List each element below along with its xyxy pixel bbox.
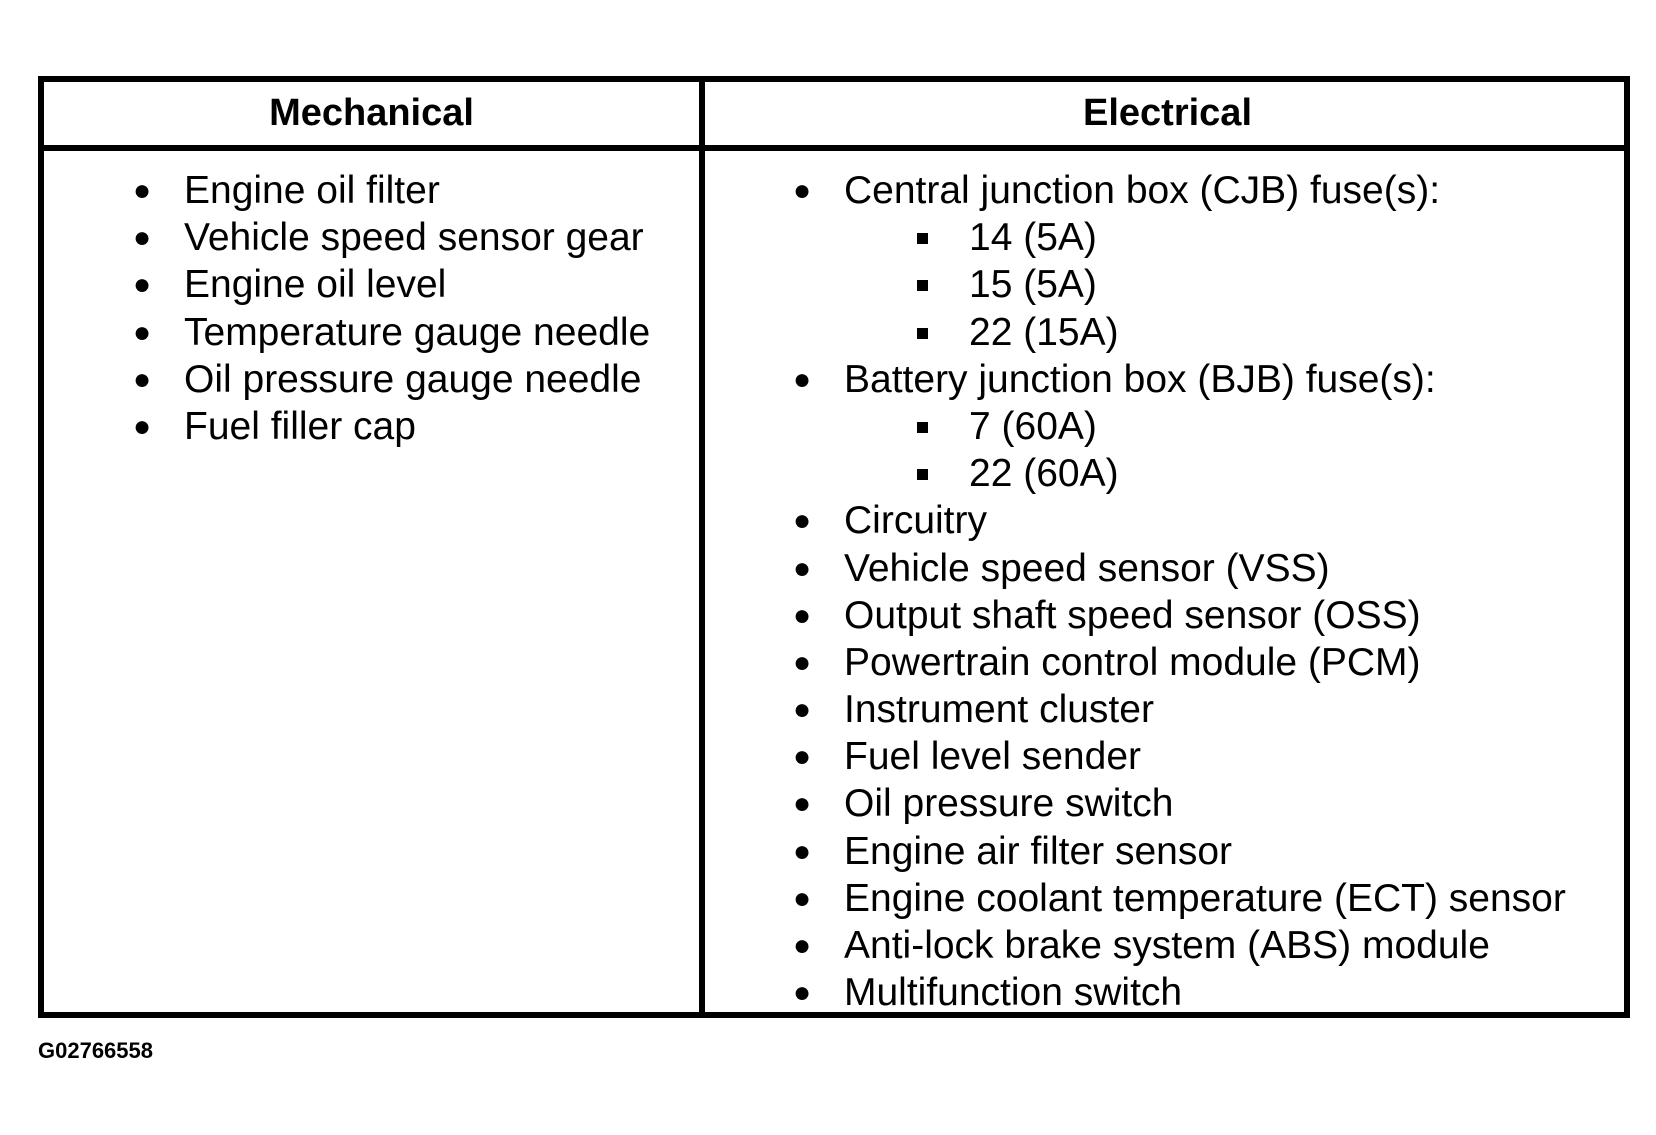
electrical-list-item [792, 875, 1566, 922]
electrical-list-item [792, 592, 1566, 639]
electrical-item-text: 22 (15A) [969, 310, 1119, 354]
round-bullet-icon: ● [792, 881, 812, 915]
round-bullet-icon: ● [132, 268, 152, 302]
electrical-list-item [792, 167, 1566, 214]
round-bullet-icon: ● [792, 551, 812, 585]
square-bullet-icon [917, 280, 928, 291]
electrical-item-text: 22 (60A) [969, 452, 1119, 496]
mechanical-items-list [132, 167, 651, 450]
mechanical-item-text: Vehicle speed sensor gear [184, 216, 644, 260]
electrical-item-text: Circuitry [844, 499, 987, 543]
round-bullet-icon: ● [132, 315, 152, 349]
electrical-sub-list-item [844, 450, 1566, 497]
electrical-item-text: Instrument cluster [844, 688, 1154, 732]
electrical-list-item [792, 356, 1566, 403]
mechanical-list-item [132, 214, 650, 261]
mechanical-item-text: Engine oil level [184, 263, 447, 307]
electrical-sub-list-item [844, 261, 1566, 308]
electrical-item-text: 15 (5A) [969, 263, 1097, 307]
mechanical-column-header: Mechanical [269, 92, 474, 134]
mechanical-list-item [132, 309, 651, 356]
electrical-item-text: 7 (60A) [969, 404, 1097, 448]
electrical-items-list [792, 167, 1566, 1016]
electrical-list-item [792, 969, 1566, 1016]
electrical-item-text: Multifunction switch [844, 971, 1183, 1015]
round-bullet-icon: ● [792, 598, 812, 632]
round-bullet-icon: ● [792, 740, 812, 774]
electrical-item-text: Engine coolant temperature (ECT) sensor [844, 876, 1566, 920]
electrical-list-item [792, 780, 1566, 827]
round-bullet-icon: ● [792, 645, 812, 679]
mechanical-item-text: Fuel filler cap [184, 404, 416, 448]
round-bullet-icon: ● [792, 362, 812, 396]
electrical-list-item [792, 733, 1566, 780]
electrical-item-text: 14 (5A) [969, 216, 1097, 260]
round-bullet-icon: ● [792, 693, 812, 727]
electrical-sub-list-item [844, 214, 1566, 261]
mechanical-item-text: Engine oil filter [184, 169, 440, 212]
round-bullet-icon: ● [792, 976, 812, 1010]
square-bullet-icon [917, 422, 928, 433]
diagnosis-table [38, 76, 1630, 1018]
electrical-list-item [792, 639, 1566, 686]
electrical-list-item [792, 545, 1566, 592]
square-bullet-icon [917, 469, 928, 480]
electrical-list-item [792, 922, 1566, 969]
square-bullet-icon [917, 233, 928, 244]
electrical-item-text: Anti-lock brake system (ABS) module [844, 924, 1490, 967]
electrical-list-item [792, 497, 1566, 544]
electrical-item-text: Output shaft speed sensor (OSS) [844, 593, 1421, 637]
figure-id: G02766558 [38, 1038, 153, 1063]
electrical-sub-list-item [844, 403, 1566, 450]
round-bullet-icon: ● [132, 174, 152, 207]
square-bullet-icon [917, 328, 928, 339]
electrical-column-header: Electrical [1083, 92, 1252, 134]
mechanical-item-text: Oil pressure gauge needle [184, 357, 642, 401]
round-bullet-icon: ● [132, 221, 152, 255]
round-bullet-icon: ● [792, 787, 812, 821]
electrical-list-item [792, 686, 1566, 733]
column-divider [699, 82, 705, 1012]
electrical-list-item [792, 828, 1566, 875]
mechanical-list-item [132, 167, 650, 214]
electrical-item-text: Oil pressure switch [844, 782, 1174, 826]
electrical-item-text: Fuel level sender [844, 735, 1141, 779]
mechanical-item-text: Temperature gauge needle [184, 310, 651, 354]
electrical-item-text: Vehicle speed sensor (VSS) [844, 546, 1330, 590]
round-bullet-icon: ● [132, 409, 152, 443]
mechanical-list-item [132, 403, 650, 450]
round-bullet-icon: ● [132, 362, 152, 396]
electrical-item-text: Battery junction box (BJB) fuse(s): [844, 357, 1436, 401]
header-rule [44, 145, 1624, 151]
round-bullet-icon: ● [792, 834, 812, 868]
mechanical-list-item [132, 356, 650, 403]
round-bullet-icon: ● [792, 929, 812, 962]
electrical-item-text: Powertrain control module (PCM) [844, 640, 1421, 684]
electrical-item-text: Central junction box (CJB) fuse(s): [844, 169, 1441, 212]
round-bullet-icon: ● [792, 174, 812, 207]
electrical-item-text: Engine air filter sensor [844, 829, 1233, 873]
electrical-sub-list-item [844, 309, 1566, 356]
round-bullet-icon: ● [792, 504, 812, 538]
mechanical-list-item [132, 261, 650, 308]
